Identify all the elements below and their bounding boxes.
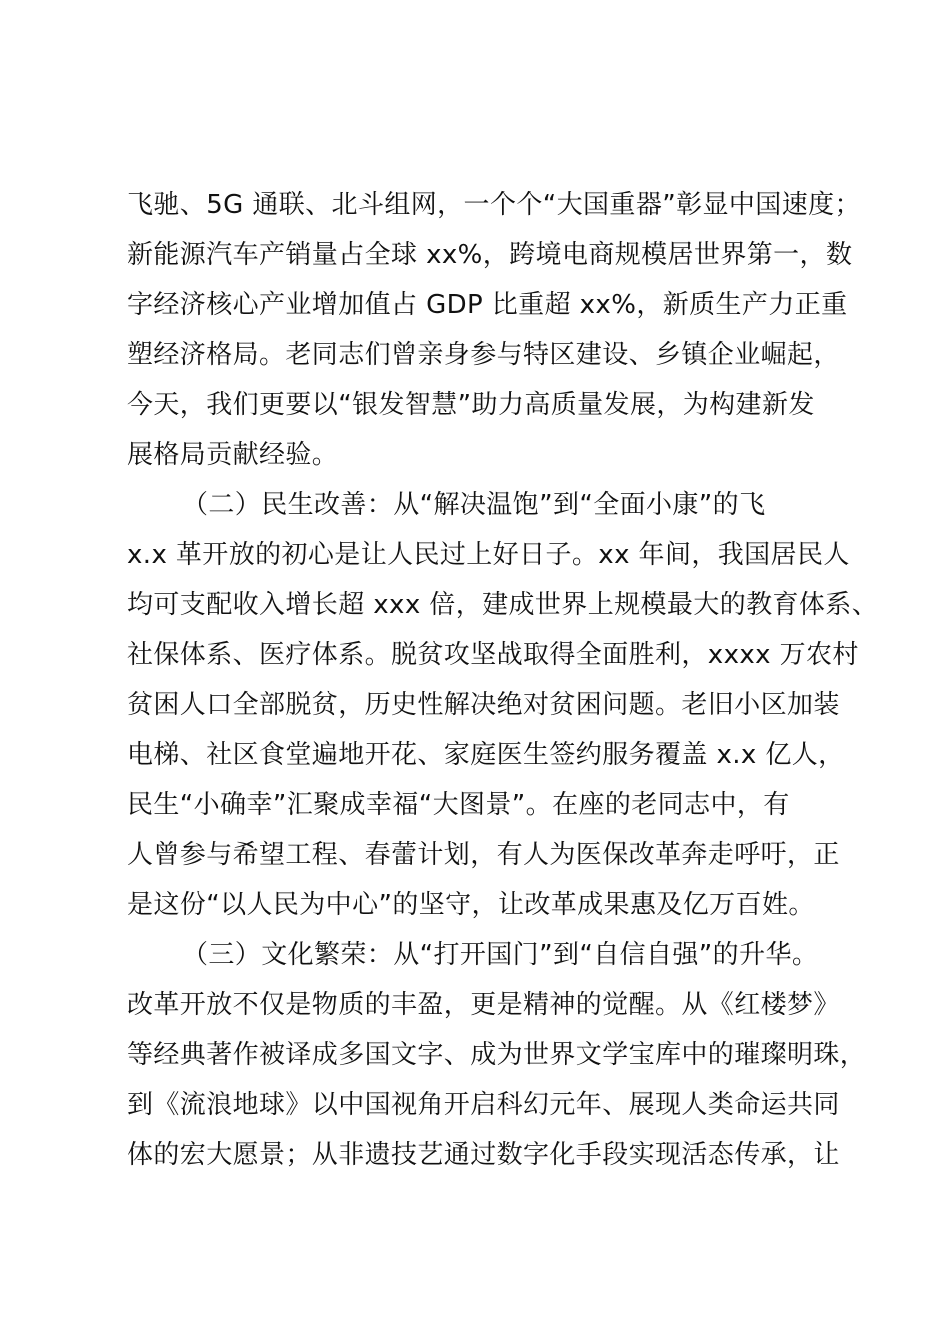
text-line: x.x 革开放的初心是让人民过上好日子。xx 年间，我国居民人 <box>127 540 850 570</box>
text-line: 字经济核心产业增加值占 GDP 比重超 xx%，新质生产力正重 <box>127 290 848 320</box>
text-line: 人曾参与希望工程、春蕾计划，有人为医保改革奔走呼吁，正 <box>127 840 840 870</box>
body-text <box>127 180 879 1180</box>
text-line: 贫困人口全部脱贫，历史性解决绝对贫困问题。老旧小区加装 <box>127 690 840 720</box>
text-line: 展格局贡献经验。 <box>127 440 339 470</box>
section-heading-3: （三）文化繁荣：从“打开国门”到“自信自强”的升华。 <box>182 940 819 970</box>
text-line: 新能源汽车产销量占全球 xx%，跨境电商规模居世界第一，数 <box>127 240 853 270</box>
text-line: 是这份“以人民为中心”的坚守，让改革成果惠及亿万百姓。 <box>127 890 815 920</box>
text-line: 电梯、社区食堂遍地开花、家庭医生签约服务覆盖 x.x 亿人， <box>127 740 845 770</box>
text-line: 改革开放不仅是物质的丰盈，更是精神的觉醒。从《红楼梦》 <box>127 990 840 1020</box>
text-line: 飞驰、5G 通联、北斗组网，一个个“大国重器”彰显中国速度； <box>127 190 861 220</box>
text-line: 到《流浪地球》以中国视角开启科幻元年、展现人类命运共同 <box>127 1090 840 1120</box>
text-line: 均可支配收入增长超 xxx 倍，建成世界上规模最大的教育体系、 <box>127 590 879 620</box>
text-line: 等经典著作被译成多国文字、成为世界文学宝库中的璀璨明珠， <box>127 1040 867 1070</box>
text-line: 今天，我们更要以“银发智慧”助力高质量发展，为构建新发 <box>127 390 815 420</box>
text-line: 塑经济格局。老同志们曾亲身参与特区建设、乡镇企业崛起， <box>127 340 840 370</box>
text-line: 社保体系、医疗体系。脱贫攻坚战取得全面胜利，xxxx 万农村 <box>127 640 859 670</box>
text-line: 民生“小确幸”汇聚成幸福“大图景”。在座的老同志中，有 <box>127 790 790 820</box>
section-heading-2: （二）民生改善：从“解决温饱”到“全面小康”的飞 <box>182 490 766 520</box>
text-line: 体的宏大愿景；从非遗技艺通过数字化手段实现活态传承，让 <box>127 1140 840 1170</box>
